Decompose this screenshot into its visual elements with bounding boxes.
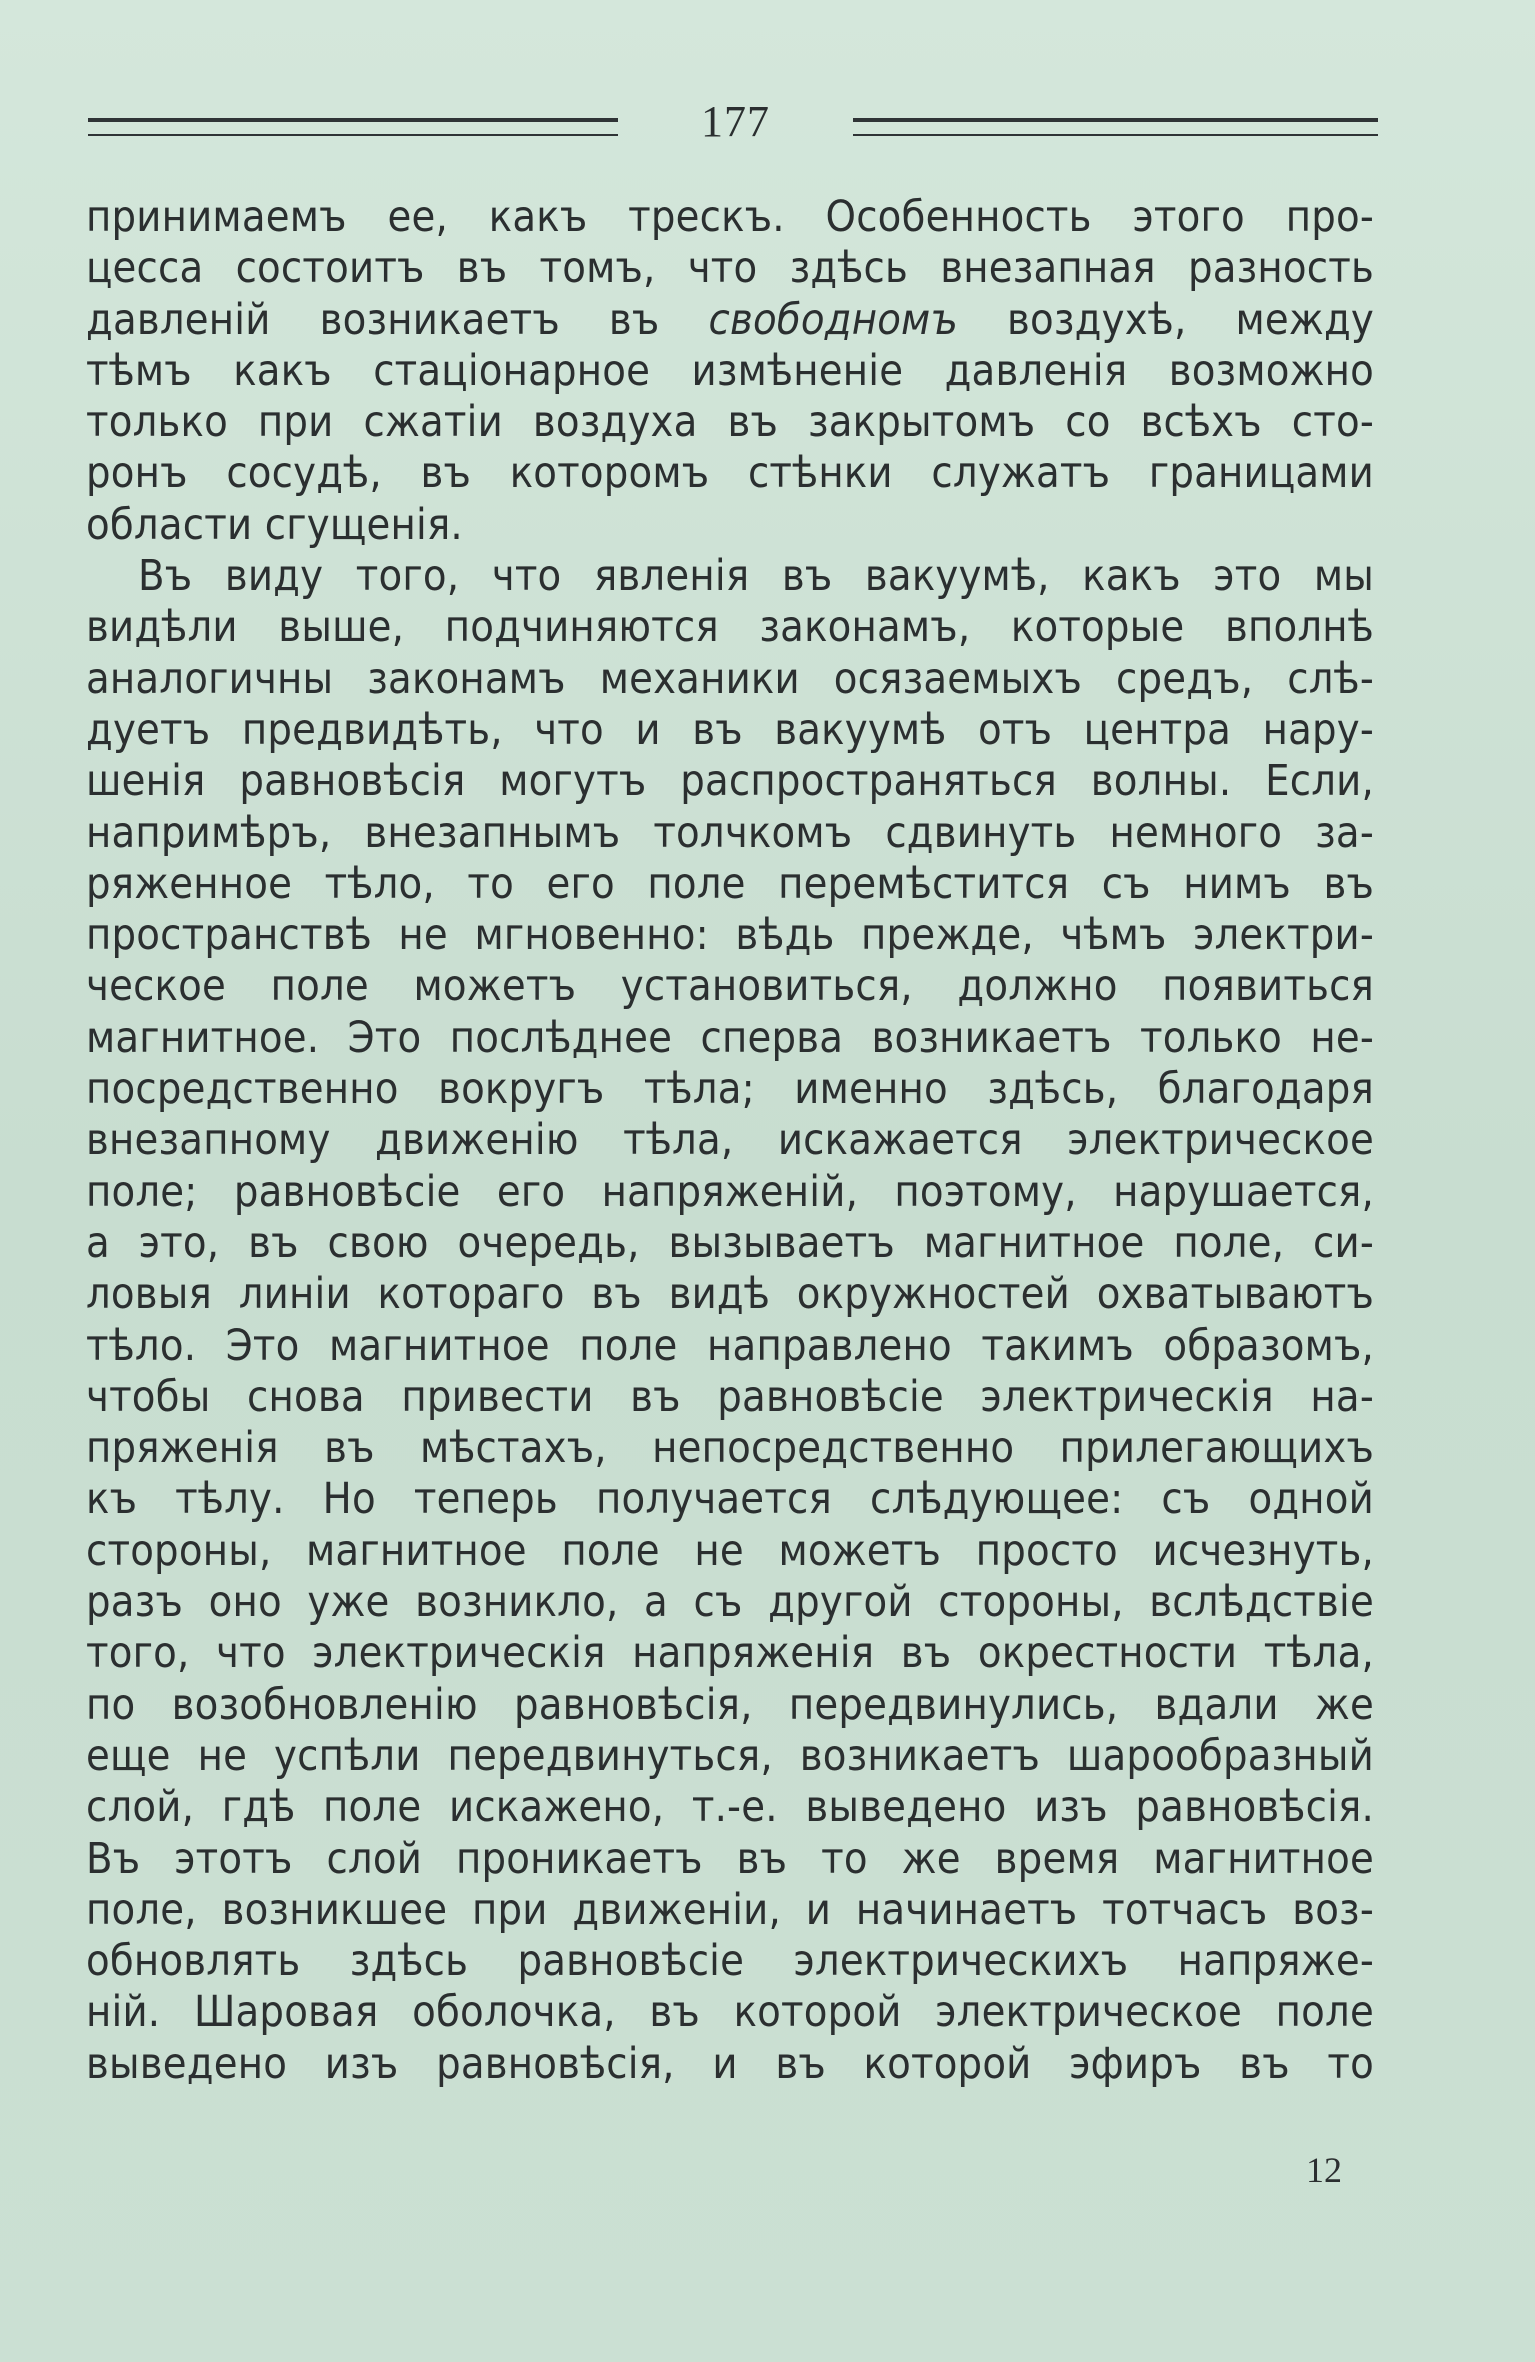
text-line: а это, въ свою очередь, вызываетъ магнитное поле, си-	[86, 1217, 1374, 1268]
text-line: внезапному движенію тѣла, искажается электрическое	[86, 1115, 1374, 1166]
text-line: посредственно вокругъ тѣла; именно здѣсь, благодаря	[86, 1064, 1374, 1115]
text-line: поле, возникшее при движеніи, и начинаетъ тотчасъ воз-	[86, 1884, 1374, 1935]
text-line: напримѣръ, внезапнымъ толчкомъ сдвинуть немного за-	[86, 807, 1374, 858]
text-line: Въ виду того, что явленія въ вакуумѣ, какъ это мы	[138, 551, 1374, 602]
text-line: пряженія въ мѣстахъ, непосредственно прилегающихъ	[86, 1423, 1374, 1474]
header-rule-left	[88, 118, 618, 136]
text-line: поле; равновѣсіе его напряженій, поэтому, нарушается,	[86, 1166, 1374, 1217]
text-line: цесса состоитъ въ томъ, что здѣсь внезапная разность	[86, 243, 1374, 294]
text-line: области сгущенія.	[86, 499, 463, 550]
text-line: магнитное. Это послѣднее сперва возникаетъ только не-	[86, 1012, 1374, 1063]
signature-mark: 12	[1306, 2150, 1342, 2190]
text-line: видѣли выше, подчиняются законамъ, которые вполнѣ	[86, 602, 1374, 653]
text-line: тѣло. Это магнитное поле направлено такимъ образомъ,	[86, 1320, 1374, 1371]
page-header	[88, 92, 1378, 152]
page-body	[86, 192, 1374, 2090]
text-line: слой, гдѣ поле искажено, т.-е. выведено изъ равновѣсія.	[86, 1782, 1374, 1833]
text-line: тѣмъ какъ стаціонарное измѣненіе давленія возможно	[86, 345, 1374, 396]
text-line: шенія равновѣсія могутъ распространяться волны. Если,	[86, 756, 1374, 807]
text-line: ронъ сосудѣ, въ которомъ стѣнки служатъ границами	[86, 448, 1374, 499]
text-line: ловыя линіи котораго въ видѣ окружностей охватываютъ	[86, 1269, 1374, 1320]
header-rule-right	[853, 118, 1378, 136]
text-line: ческое поле можетъ установиться, должно появиться	[86, 961, 1374, 1012]
text-line: только при сжатіи воздуха въ закрытомъ со всѣхъ сто-	[86, 397, 1374, 448]
text-line: аналогичны законамъ механики осязаемыхъ средъ, слѣ-	[86, 653, 1374, 704]
text-line: къ тѣлу. Но теперь получается слѣдующее: съ одной	[86, 1474, 1374, 1525]
text-line: пространствѣ не мгновенно: вѣдь прежде, чѣмъ электри-	[86, 910, 1374, 961]
text-line: выведено изъ равновѣсія, и въ которой эфиръ въ то	[86, 2038, 1374, 2089]
text-line: чтобы снова привести въ равновѣсіе электрическія на-	[86, 1371, 1374, 1422]
text-line: по возобновленію равновѣсія, передвинулись, вдали же	[86, 1679, 1374, 1730]
text-line: Въ этотъ слой проникаетъ въ то же время магнитное	[86, 1833, 1374, 1884]
text-line: принимаемъ ее, какъ трескъ. Особенность этого про-	[86, 192, 1374, 242]
text-line: того, что электрическія напряженія въ окрестности тѣла,	[86, 1628, 1374, 1679]
text-line: стороны, магнитное поле не можетъ просто исчезнуть,	[86, 1525, 1374, 1576]
text-line: ній. Шаровая оболочка, въ которой электрическое поле	[86, 1987, 1374, 2038]
text-line: обновлять здѣсь равновѣсіе электрическихъ напряже-	[86, 1936, 1374, 1987]
text-line: разъ оно уже возникло, а съ другой стороны, вслѣдствіе	[86, 1577, 1374, 1628]
text-line: давленій возникаетъ въ свободномъ воздухѣ, между	[86, 294, 1375, 345]
page-number: 177	[701, 97, 770, 146]
text-line: дуетъ предвидѣть, что и въ вакуумѣ отъ центра нару-	[86, 704, 1374, 755]
text-line: еще не успѣли передвинуться, возникаетъ шарообразный	[86, 1730, 1374, 1781]
text-line: ряженное тѣло, то его поле перемѣстится съ нимъ въ	[86, 858, 1374, 909]
